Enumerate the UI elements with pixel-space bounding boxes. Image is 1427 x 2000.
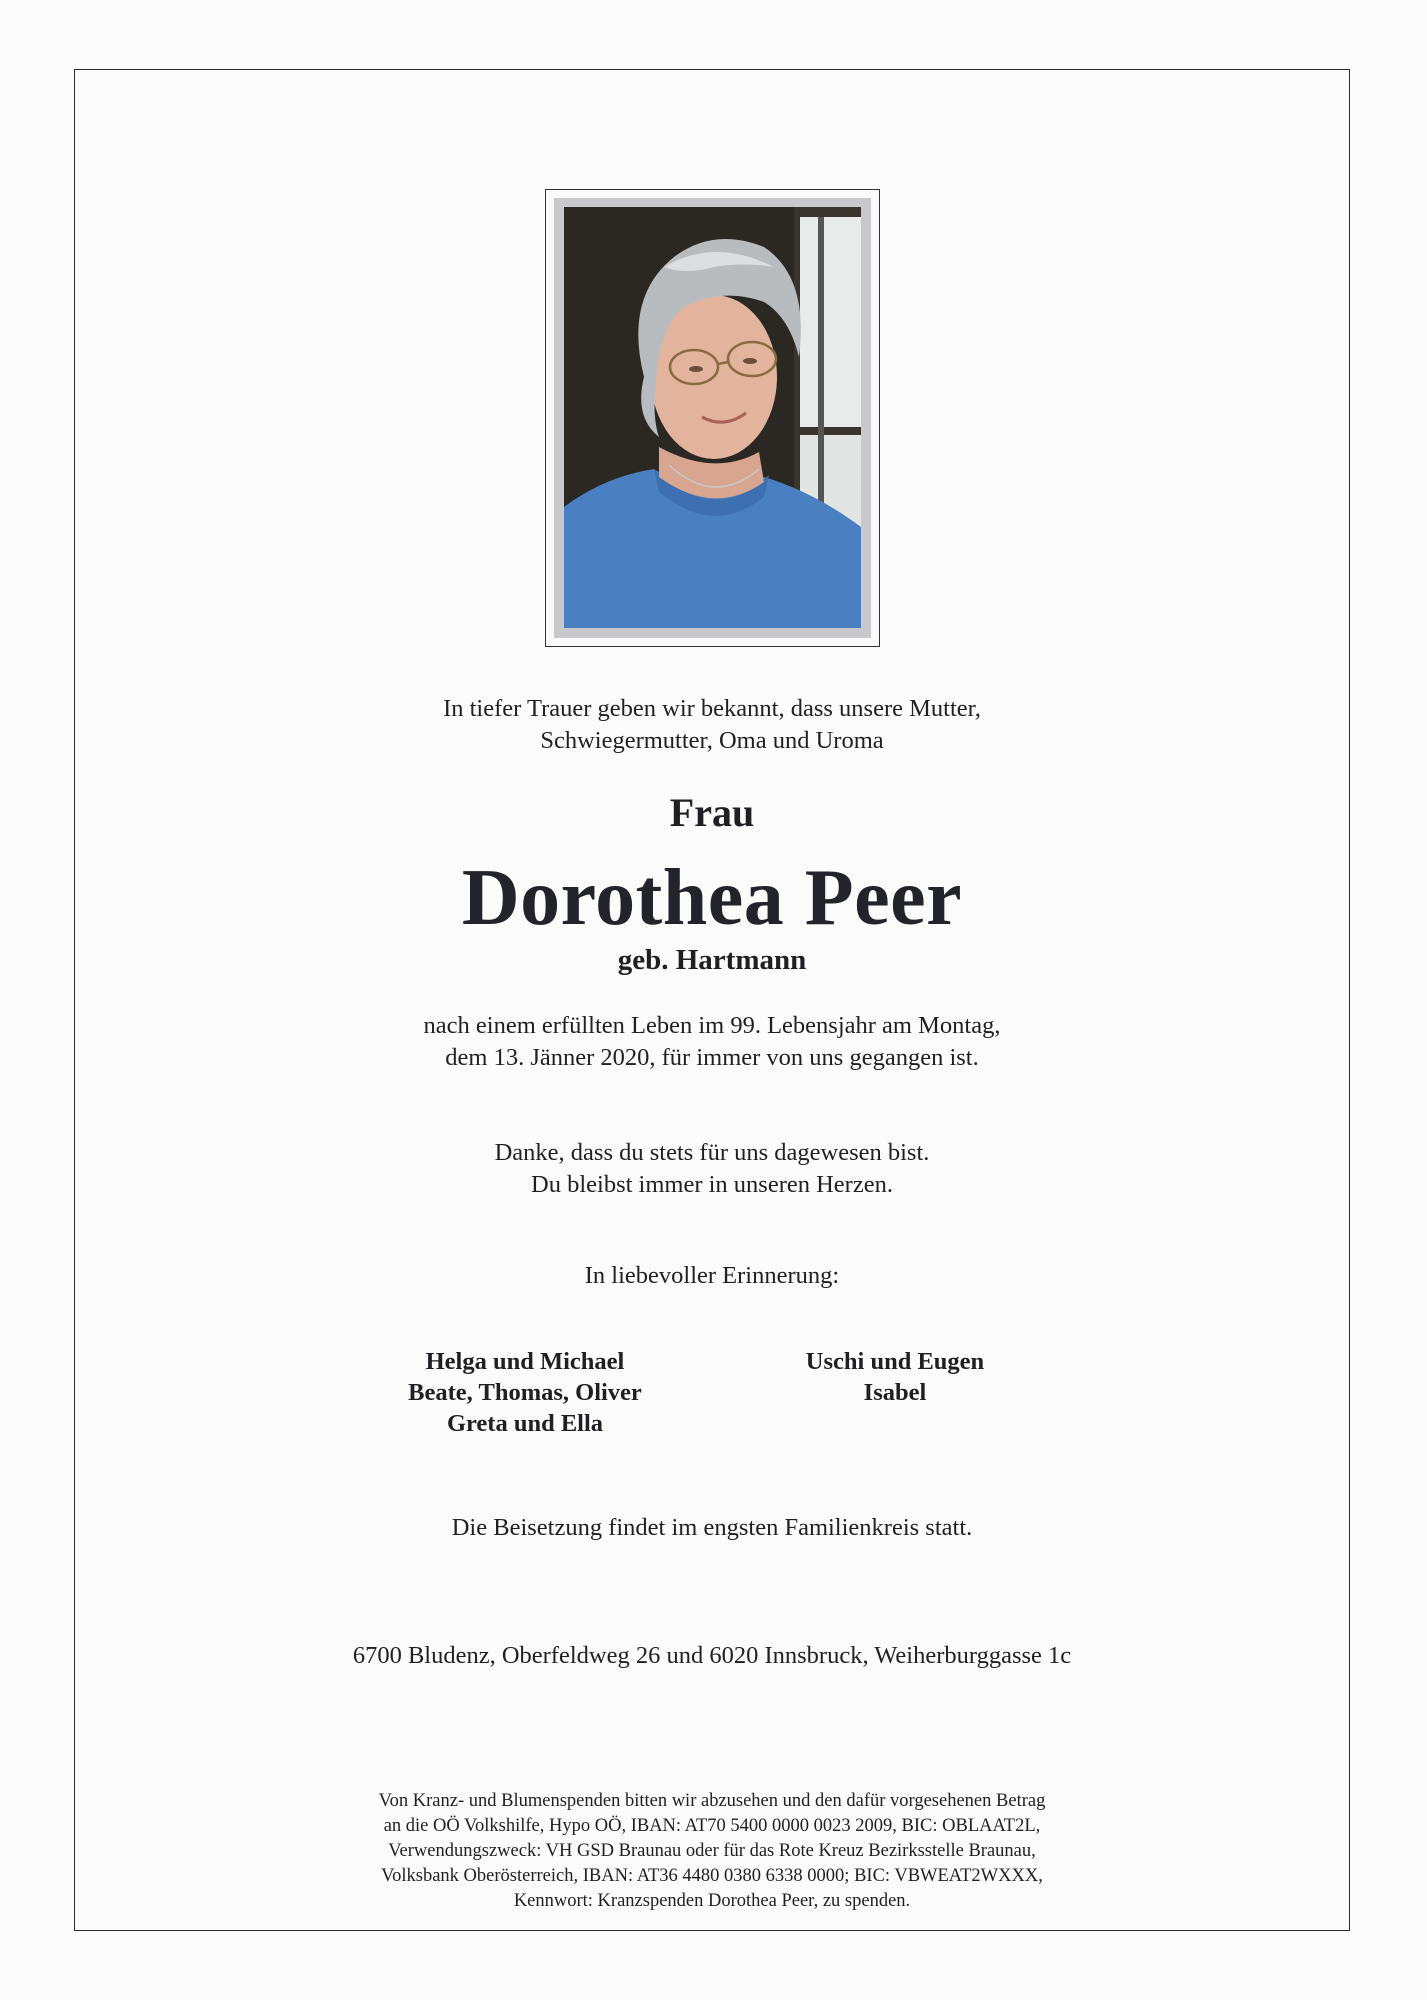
- intro-line-1: In tiefer Trauer geben wir bekannt, dass unsere Mutter,: [443, 695, 981, 722]
- thanks-line-1: Danke, dass du stets für uns dagewesen bist.: [494, 1139, 930, 1166]
- thanks-text: [74, 1137, 1350, 1201]
- donation-line: Verwendungszweck: VH GSD Braunau oder für das Rote Kreuz Bezirksstelle Braunau,: [388, 1841, 1036, 1861]
- intro-text: [74, 693, 1350, 757]
- maiden-name: geb. Hartmann: [617, 944, 807, 976]
- intro-line-2: Schwiegermutter, Oma und Uroma: [540, 727, 884, 754]
- family-right-column: [760, 1346, 1030, 1408]
- donation-line: an die OÖ Volkshilfe, Hypo OÖ, IBAN: AT70 5400 0000 0023 2009, BIC: OBLAAT2L,: [383, 1816, 1041, 1836]
- life-line-1: nach einem erfüllten Leben im 99. Lebensjahr am Montag,: [423, 1012, 1001, 1039]
- family-left-column: [380, 1346, 670, 1439]
- donation-line: Von Kranz- und Blumenspenden bitten wir abzusehen und den dafür vorgesehenen Betrag: [378, 1791, 1046, 1811]
- family-left-line: Beate, Thomas, Oliver: [408, 1379, 642, 1406]
- memory-heading: In liebevoller Erinnerung:: [584, 1262, 840, 1289]
- thanks-line-2: Du bleibst immer in unseren Herzen.: [531, 1171, 893, 1198]
- deceased-name: Dorothea Peer: [461, 854, 963, 942]
- life-line-2: dem 13. Jänner 2020, für immer von uns gegangen ist.: [445, 1044, 979, 1071]
- portrait-mat: [554, 198, 871, 638]
- family-left-line: Greta und Ella: [446, 1410, 604, 1437]
- portrait-photo: [564, 207, 861, 628]
- family-right-line: Isabel: [863, 1379, 927, 1406]
- family-right-line: Uschi und Eugen: [805, 1348, 985, 1375]
- donation-line: Volksbank Oberösterreich, IBAN: AT36 4480 0380 6338 0000; BIC: VBWEAT2WXXX,: [381, 1866, 1043, 1886]
- salutation: Frau: [669, 790, 755, 835]
- family-left-line: Helga und Michael: [425, 1348, 625, 1375]
- portrait-frame: [545, 189, 880, 647]
- life-text: [74, 1010, 1350, 1074]
- donation-notice: [74, 1789, 1350, 1914]
- burial-notice: Die Beisetzung findet im engsten Familienkreis statt.: [451, 1514, 973, 1541]
- donation-line: Kennwort: Kranzspenden Dorothea Peer, zu spenden.: [513, 1891, 911, 1911]
- family-address: 6700 Bludenz, Oberfeldweg 26 und 6020 Innsbruck, Weiherburggasse 1c: [352, 1642, 1072, 1669]
